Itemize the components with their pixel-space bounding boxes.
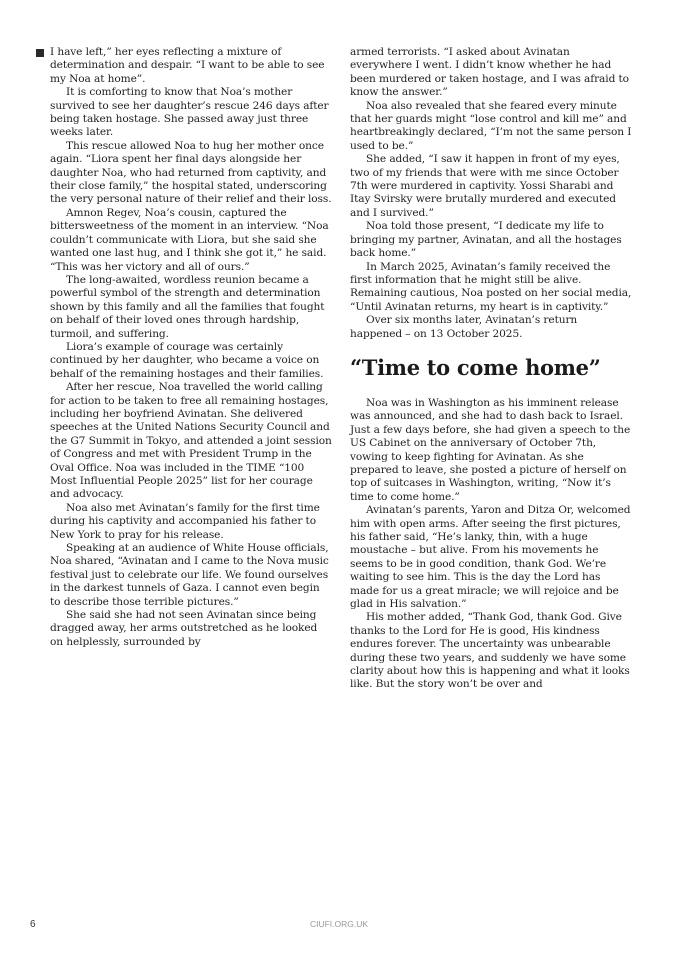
paragraph: Noa told those present, “I dedicate my life to bringing my partner, Avinatan, and all the hostages back home.”	[350, 220, 622, 260]
paragraph: Amnon Regev, Noa’s cousin, captured the bittersweetness of the moment in an interview. “Noa couldn’t communicate with Liora, but she said she wanted one last hug, and I think she got it,” he said. “This was her victory and all of ours.”	[50, 206, 329, 273]
paragraph: Speaking at an audience of White House officials, Noa shared, “Avinatan and I came to the Nova music festival just to celebrate our life. We found ourselves in the darkest tunnels of Gaza. I cannot even begin to describe those terrible pictures.”	[50, 542, 329, 608]
paragraph: Liora’s example of courage was certainly continued by her daughter, who became a voice on behalf of the remaining hostages and their families.	[50, 340, 324, 380]
paragraph: Over six months later, Avinatan’s return happened – on 13 October 2025.	[350, 314, 578, 340]
paragraph: His mother added, “Thank God, thank God. Give thanks to the Lord for He is good, His kindness endures forever. The uncertainty was unbearable during these two years, and suddenly we have some clarity about how this is happening and what it looks like. But the story won’t be over and	[350, 611, 630, 691]
section-heading: “Time to come home”	[350, 354, 601, 380]
paragraph: The long-awaited, wordless reunion became a powerful symbol of the strength and determination shown by this family and all the families that fought on behalf of their loved ones through hardship, turmoil, and suffering.	[50, 273, 325, 340]
paragraph: armed terrorists. “I asked about Avinatan everywhere I went. I didn’t know whether he had been murdered or taken hostage, and I was afraid to know the answer.”	[350, 46, 629, 99]
paragraph: It is comforting to know that Noa’s mother survived to see her daughter’s rescue 246 days after being taken hostage. She passed away just three weeks later.	[50, 86, 329, 139]
paragraph: She added, “I saw it happen in front of my eyes, two of my friends that were with me since October 7th were murdered in captivity. Yossi Sharabi and Itay Svirsky were brutally murdered and executed and I survived.”	[350, 153, 620, 219]
paragraph: Noa was in Washington as his imminent release was announced, and she had to dash back to Israel. Just a few days before, she had given a speech to the US Cabinet on the anniversary of October 7th, vowing to keep fighting for Avinatan. As she prepared to leave, she posted a picture of herself on top of suitcases in Washington, writing, “Now it’s time to come home.”	[350, 396, 631, 503]
paragraph: After her rescue, Noa travelled the world calling for action to be taken to free all remaining hostages, including her boyfriend Avinatan. She delivered speeches at the United Nations Security Council and the G7 Summit in Tokyo, and attended a joint session of Congress and met with President Trump in the Oval Office. Noa was included in the TIME “100 Most Influential People 2025” list for her courage and advocacy.	[50, 381, 332, 501]
paragraph: In March 2025, Avinatan’s family received the first information that he might still be alive. Remaining cautious, Noa posted on her social media, “Until Avinatan returns, my heart is in captivity.”	[350, 260, 632, 313]
footer-text: CIUFI.ORG.UK	[309, 919, 369, 929]
paragraph: Noa also met Avinatan’s family for the first time during his captivity and accompanied his father to New York to pray for his release.	[50, 501, 320, 541]
paragraph: Avinatan’s parents, Yaron and Ditza Or, welcomed him with open arms. After seeing the first pictures, his father said, “He’s lanky, thin, with a huge moustache – but alive. From his movements he seems to be in good condition, thank God. We’re waiting to see him. This is the day the Lord has made for us a great miracle; we will rejoice and be glad in His salvation.”	[350, 504, 631, 611]
left-column	[50, 46, 332, 649]
paragraph: She said she had not seen Avinatan since being dragged away, her arms outstretched as he looked on helplessly, surrounded by	[50, 609, 318, 648]
page-number: 6	[30, 919, 36, 930]
paragraph: I have left,” her eyes reflecting a mixture of determination and despair. “I want to be able to see my Noa at home”.	[50, 46, 325, 85]
paragraph: This rescue allowed Noa to hug her mother once again. “Liora spent her final days alongside her daughter Noa, who had returned from captivity, and their close family,” the hospital stated, underscoring the very personal nature of their relief and their loss.	[50, 139, 332, 206]
right-column	[350, 46, 632, 692]
continuation-marker	[36, 49, 44, 57]
paragraph: Noa also revealed that she feared every minute that her guards might “lose control and kill me” and heartbreakingly declared, “I’m not the same person I used to be.”	[350, 99, 632, 152]
